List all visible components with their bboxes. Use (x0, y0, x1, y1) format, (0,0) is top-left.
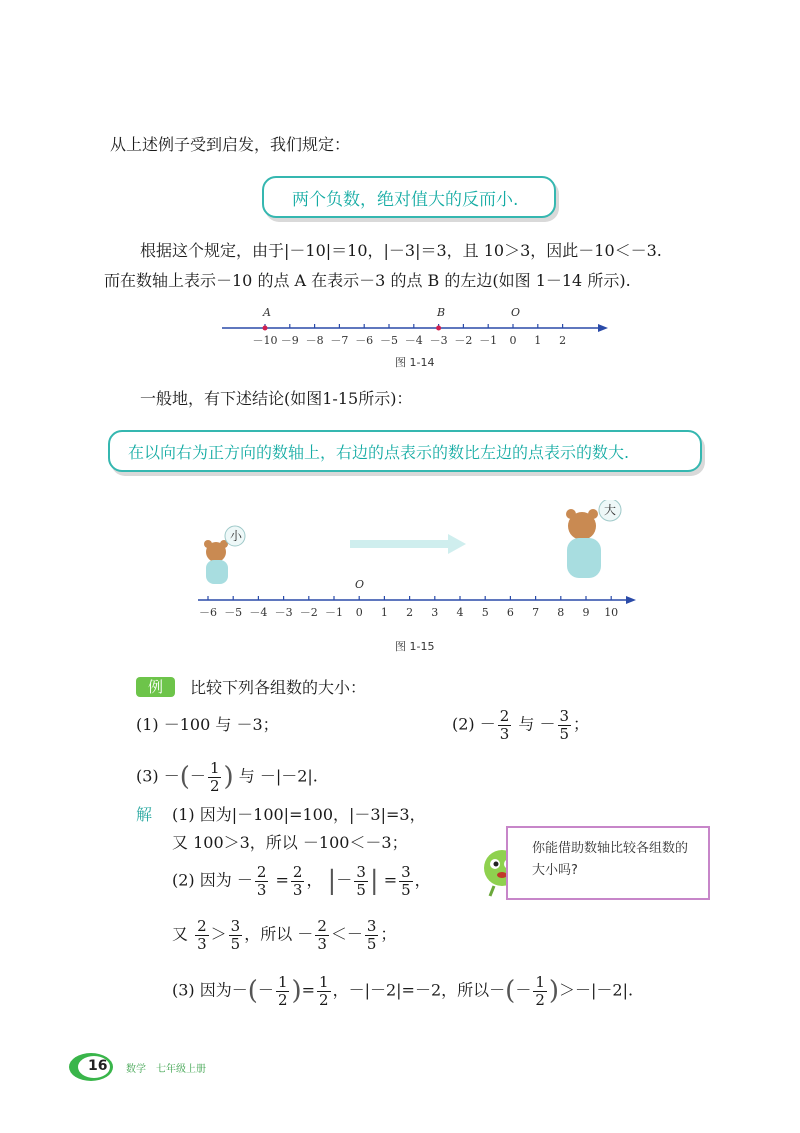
text: ； (380, 924, 397, 944)
axis-arrow-icon (626, 596, 636, 604)
tick-label: －5 (380, 334, 398, 347)
text: ，－|－2|=－2，所以－ (332, 980, 506, 1000)
axis-arrow-icon (598, 324, 608, 332)
text: ＞－|－2|. (559, 980, 634, 1000)
tick-label: －1 (479, 334, 498, 347)
numerator: 3 (366, 917, 377, 935)
solution-label: 解 (136, 805, 153, 824)
numerator: 2 (292, 863, 303, 881)
denominator: 2 (535, 990, 545, 1009)
fraction (498, 708, 512, 742)
denominator: 2 (319, 990, 329, 1009)
big-label: 大 (604, 503, 617, 517)
point-A-label: A (263, 306, 271, 319)
numerator: 2 (256, 863, 267, 881)
fraction (317, 974, 331, 1008)
solution-1b: 又 100＞3，所以 －100＜－3； (172, 833, 408, 852)
paren-close: ) (548, 976, 560, 1006)
paren-close: ) (291, 976, 302, 1006)
fraction (195, 918, 209, 952)
rule-box-number-line (108, 430, 702, 472)
tip-note-box (506, 826, 710, 900)
number-line-fig-1-14 (210, 304, 610, 354)
footer-subject: 数学 (126, 1063, 146, 1075)
text: 又 (172, 924, 189, 944)
solution-2b: 又 $\frac{2}{3}$ ＞ $\frac{3}{5}$ ，所以 － $\frac{2}{3}$ ＜－ $\frac{3}{5}$ ； (172, 917, 397, 953)
footer-grade: 七年级上册 (156, 1063, 206, 1075)
tick-label: 8 (557, 606, 565, 619)
point-marker (436, 326, 441, 331)
small-label: 小 (230, 529, 243, 543)
fraction (558, 708, 572, 742)
tick-label: 0 (355, 606, 363, 619)
numerator: 3 (559, 707, 570, 725)
tick-label: 9 (582, 606, 590, 619)
tick-label: 10 (604, 606, 619, 619)
tick-label: －2 (299, 606, 318, 619)
denominator: 5 (559, 724, 570, 743)
denominator: 3 (317, 934, 327, 953)
tip-text: 你能借助数轴比较各组数的大小吗? (532, 841, 689, 878)
tick-label: －2 (454, 334, 473, 347)
figure-caption: 图 1-15 (395, 640, 435, 653)
direction-arrow-icon (350, 534, 466, 554)
paragraph-line: 而在数轴上表示－10 的点 A 在表示－3 的点 B 的左边(如图 1－14 所示). (104, 271, 631, 290)
abs-bar: | (327, 866, 337, 896)
numerator: 1 (277, 973, 288, 991)
rule-text: 在以向右为正方向的数轴上，右边的点表示的数比左边的点表示的数大. (128, 442, 630, 462)
text: 与 －|－2|. (238, 766, 318, 786)
tick-label: 2 (406, 606, 414, 619)
numerator: 2 (317, 917, 327, 935)
denominator: 3 (197, 934, 207, 953)
numerator: 1 (209, 759, 220, 777)
denominator: 2 (209, 776, 220, 795)
fraction (276, 974, 290, 1008)
point-marker (263, 326, 268, 331)
page-number: 16 (88, 1058, 108, 1074)
denominator: 5 (356, 880, 366, 899)
problem-3 (136, 760, 318, 794)
problem-1: (1) －100 与 －3； (136, 715, 279, 734)
denominator: 3 (292, 880, 303, 899)
fraction (229, 918, 243, 952)
solution-1a: (1) 因为|－100|=100，|－3|=3， (172, 805, 426, 824)
denominator: 5 (401, 880, 411, 899)
text: － (189, 766, 206, 786)
numerator: 3 (356, 863, 366, 881)
numerator: 3 (230, 917, 241, 935)
fraction (208, 760, 222, 794)
tick-label: －3 (274, 606, 293, 619)
tick-label: －6 (199, 606, 217, 619)
tick-label: －8 (305, 334, 324, 347)
tick-label: 5 (481, 606, 489, 619)
tick-label: 3 (431, 606, 439, 619)
tick-label: －9 (280, 334, 299, 347)
problem-2 (452, 708, 589, 742)
solution-2a: (2) 因为 － $\frac{2}{3}$ = $\frac{2}{3}$ ， |－ $\frac{3}{5}$ | = $\frac{3}{5}$ ， (172, 863, 431, 899)
denominator: 5 (230, 934, 241, 953)
text: 与 － (518, 714, 556, 734)
denominator: 5 (366, 934, 377, 953)
tick-label: －6 (355, 334, 374, 347)
tick-label: －10 (252, 334, 278, 347)
tick-label: 1 (380, 606, 388, 619)
origin-label: O (511, 306, 521, 319)
point-B-label: B (437, 306, 446, 319)
fraction (291, 864, 305, 898)
fraction (354, 864, 368, 898)
numerator: 2 (197, 917, 207, 935)
number-line-fig-1-15 (190, 500, 650, 630)
numerator: 1 (319, 973, 329, 991)
tick-label: 6 (506, 606, 514, 619)
numerator: 3 (401, 863, 411, 881)
tick-label: －3 (429, 334, 448, 347)
fraction (255, 864, 269, 898)
text: (3) 因为－ (172, 980, 248, 1000)
tick-label: －7 (330, 334, 349, 347)
text: (2) 因为 － (172, 870, 253, 890)
fraction (365, 918, 379, 952)
tick-label: 4 (456, 606, 464, 619)
numerator: 1 (535, 973, 545, 991)
tick-label: －1 (325, 606, 343, 619)
text: ，所以 － (244, 924, 314, 944)
fraction (315, 918, 329, 952)
tick-label: 1 (534, 334, 542, 347)
tick-label: －5 (224, 606, 243, 619)
text: (2) － (452, 714, 496, 734)
figure-caption: 图 1-14 (395, 356, 435, 369)
abs-bar: | (369, 866, 379, 896)
solution-3: (3) 因为－(－ $\frac{1}{2}$ )= $\frac{1}{2}$ ，－|－2|=－2，所以－(－ $\frac{1}{2}$ )＞－|－2|. (172, 973, 634, 1009)
denominator: 3 (499, 724, 510, 743)
paren-close: ) (223, 762, 234, 792)
intro-text: 从上述例子受到启发，我们规定： (110, 135, 351, 154)
tick-label: 0 (509, 334, 517, 347)
rule-box-negative-numbers (262, 176, 556, 218)
paragraph-line: 一般地，有下述结论(如图1-15所示)： (140, 389, 413, 408)
paren-open: ( (247, 976, 258, 1006)
text: ； (573, 714, 590, 734)
fraction (533, 974, 547, 1008)
example-tag: 例 (136, 677, 175, 697)
text: (3) － (136, 766, 180, 786)
tick-label: －4 (404, 334, 423, 347)
numerator: 2 (499, 707, 510, 725)
tick-label: 7 (532, 606, 540, 619)
example-title: 比较下列各组数的大小： (190, 678, 367, 697)
paren-open: ( (505, 976, 516, 1006)
rule-text: 两个负数，绝对值大的反而小. (292, 189, 519, 210)
tick-label: 2 (559, 334, 567, 347)
origin-label: O (355, 578, 365, 591)
denominator: 2 (277, 990, 288, 1009)
paren-open: ( (179, 762, 190, 792)
tick-label: －4 (249, 606, 268, 619)
paragraph-line: 根据这个规定，由于|－10|＝10，|－3|＝3，且 10＞3，因此－10＜－3. (140, 241, 662, 260)
page-footer (68, 1052, 206, 1082)
fraction (399, 864, 413, 898)
denominator: 3 (256, 880, 267, 899)
